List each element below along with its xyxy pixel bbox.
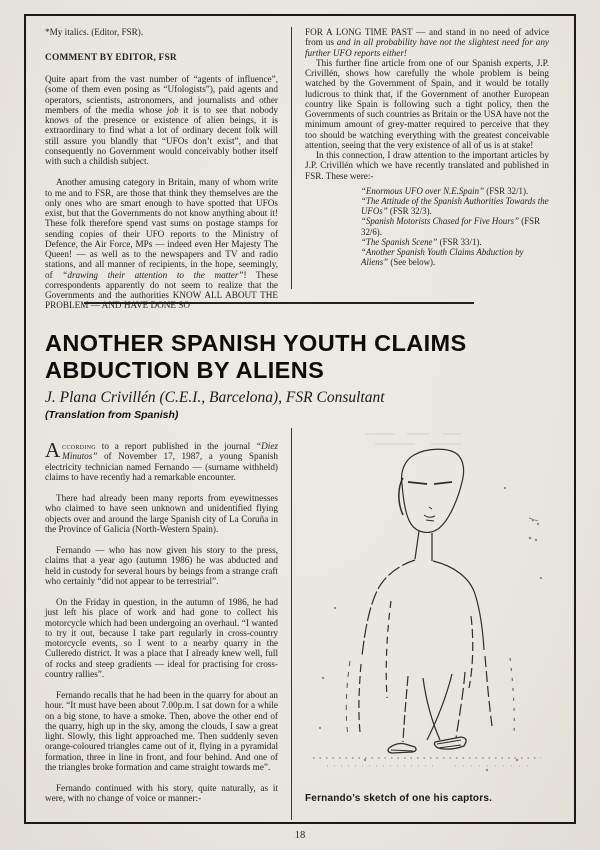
article-paragraph-1-text: ccording to a report published in the journal “Diez Minutos” of November 17, 1987, a young Spanish electricity technician named Fernando — (surname withheld) claims to have recently had a remarkable encounter. (45, 441, 278, 482)
article-paragraph-6: Fernando continued with his story, quite naturally, as it were, with no change of voice or manner:- (45, 783, 278, 804)
headline-line-2: ABDUCTION BY ALIENS (45, 357, 325, 383)
citation-item (361, 216, 549, 236)
citation-title: “Another Spanish Youth Claims Abduction by Aliens” (361, 246, 524, 268)
article-byline: J. Plana Crivillén (C.E.I., Barcelona), FSR Consultant (45, 389, 385, 406)
translation-note: (Translation from Spanish) (45, 409, 179, 421)
article-figure-column (305, 428, 549, 820)
editor-comment-section (45, 27, 562, 311)
intro-paragraph-1: FOR A LONG TIME PAST — and stand in no need of advice from us and in all probability have not the slightest need for any further UFO reports either! (305, 27, 549, 58)
page-number: 18 (294, 830, 306, 841)
comment-heading: COMMENT BY EDITOR, FSR (45, 53, 177, 63)
citation-list (361, 186, 549, 268)
intro-paragraph-2: This further fine article from one of our Spanish experts, J.P. Crivillén, shows how carefully the whole problem is being watched by the Government of Spain, and it would be totally ludicrous to think that, if the Government of another European country like Spain is following such a tight policy, then the Governments of such countries as Britain or the USA have not the minimum amount of grey-matter required to perceive that they too should be watching everything with the greatest conceivable attention, seeing that the very existence of all of us is at stake! (305, 57, 549, 150)
comment-paragraph-2: Another amusing category in Britain, many of whom write to me and to FSR, are those that think they themselves are the only ones who are smart enough to have spotted that UFOs exist, but that the Governments do not know anything about it! These folk therefore spend vast sums on postage stamps for sending copies of their UFO reports to the Ministry of Defence, the Air Force, MPs — indeed even Her Majesty The Queen! — as well as to the newspapers and TV and radio stations, and all manner of recipients, in the hope, seemingly, of “drawing their attention to the matter”! These correspondents apparently do not seem to realize that the Governments and the authorities KNOW ALL ABOUT THE PROBLEM — AND HAVE DONE SO (45, 177, 278, 311)
headline-line-1: ANOTHER SPANISH YOUTH CLAIMS (45, 330, 467, 356)
article-paragraph-5: Fernando recalls that he had been in the quarry for about an hour. “It must have been about 7.00p.m. I sat down for a while on a big stone, to have a smoke. Then, above the other end of the quarry, high up in the sky, among the clouds, I saw a great light. Slowly, this light approached me. Then suddenly seven orange-coloured triangles came out of it, flying in a pyramidal formation, three in line in front, and four behind. And one of the triangles broke formation and came straight towards me”. (45, 690, 278, 772)
alien-sketch (305, 428, 549, 788)
article-text-column (45, 428, 292, 820)
comment-paragraph-1: Quite apart from the vast number of “agents of influence”, (some of them even posing as “Ufologists”), paid agents and operators, scientists, astronomers, and journalists and other members of the media whose job it is to see that nobody knows of the presence or existence of alien beings, it is extraordinary to find what a lot of ordinary decent folk will still assure you blandly that “UFOs don’t exist”, and that consequently no Government would conceivably bother itself with such a childish subject. (45, 74, 279, 166)
drop-cap: A (45, 438, 61, 462)
article-paragraph-3: Fernando — who has now given his story to the press, claims that a year ago (autumn 1986) he was abducted and held in custody for several hours by beings from a strange craft who certainly “did not appear to be terrestrial”. (45, 545, 278, 586)
section-divider-rule (84, 302, 474, 304)
citation-ref: (FSR 32/6). (361, 216, 541, 237)
citation-title: “Enormous UFO over N.E.Spain” (361, 185, 485, 196)
figure-caption: Fernando’s sketch of one his captors. (305, 793, 493, 804)
intro-paragraph-3: In this connection, I draw attention to the important articles by J.P. Crivillén which we have recently translated and published in FSR. These were:- (305, 150, 549, 181)
citation-item (361, 247, 549, 267)
article-paragraph-1 (45, 438, 278, 482)
citation-title: “The Attitude of the Spanish Authorities Towards the UFOs” (361, 195, 549, 217)
citation-ref: (FSR 32/3). (387, 206, 432, 217)
citation-item (361, 186, 549, 196)
article-body-section (45, 428, 562, 820)
article-headline (45, 330, 565, 384)
article-paragraph-4: On the Friday in question, in the autumn of 1986, he had just left his place of work and had gone to collect his motorcycle which had been undergoing an overhaul. “I wanted to try it out, because I take part regularly in cross-country motorcycle events, so I went to a nearby quarry in the Culleredo district. It was a place that I already knew well, full of rocks and steep gradients — ideal for practising for cross-country rallies”. (45, 597, 278, 679)
article-paragraph-2: There had already been many reports from eyewitnesses who claimed to have seen unknown and unidentified flying objects over and around the large Spanish city of La Coruña in the Province of Galicia (North-Western Spain). (45, 493, 278, 534)
comment-right-column (305, 27, 549, 289)
citation-title: “The Spanish Scene” (361, 236, 438, 247)
citation-title: “Spanish Motorists Chased for Five Hours” (361, 216, 520, 227)
citation-ref: (FSR 32/1). (484, 185, 529, 196)
citation-item (361, 196, 549, 216)
comment-left-column (45, 27, 292, 311)
citation-item (361, 237, 549, 247)
citation-ref: (See below). (388, 257, 436, 268)
article-header (45, 330, 565, 421)
citation-ref: (FSR 33/1). (437, 236, 482, 247)
editor-italics-note: *My italics. (Editor, FSR). (45, 27, 144, 37)
